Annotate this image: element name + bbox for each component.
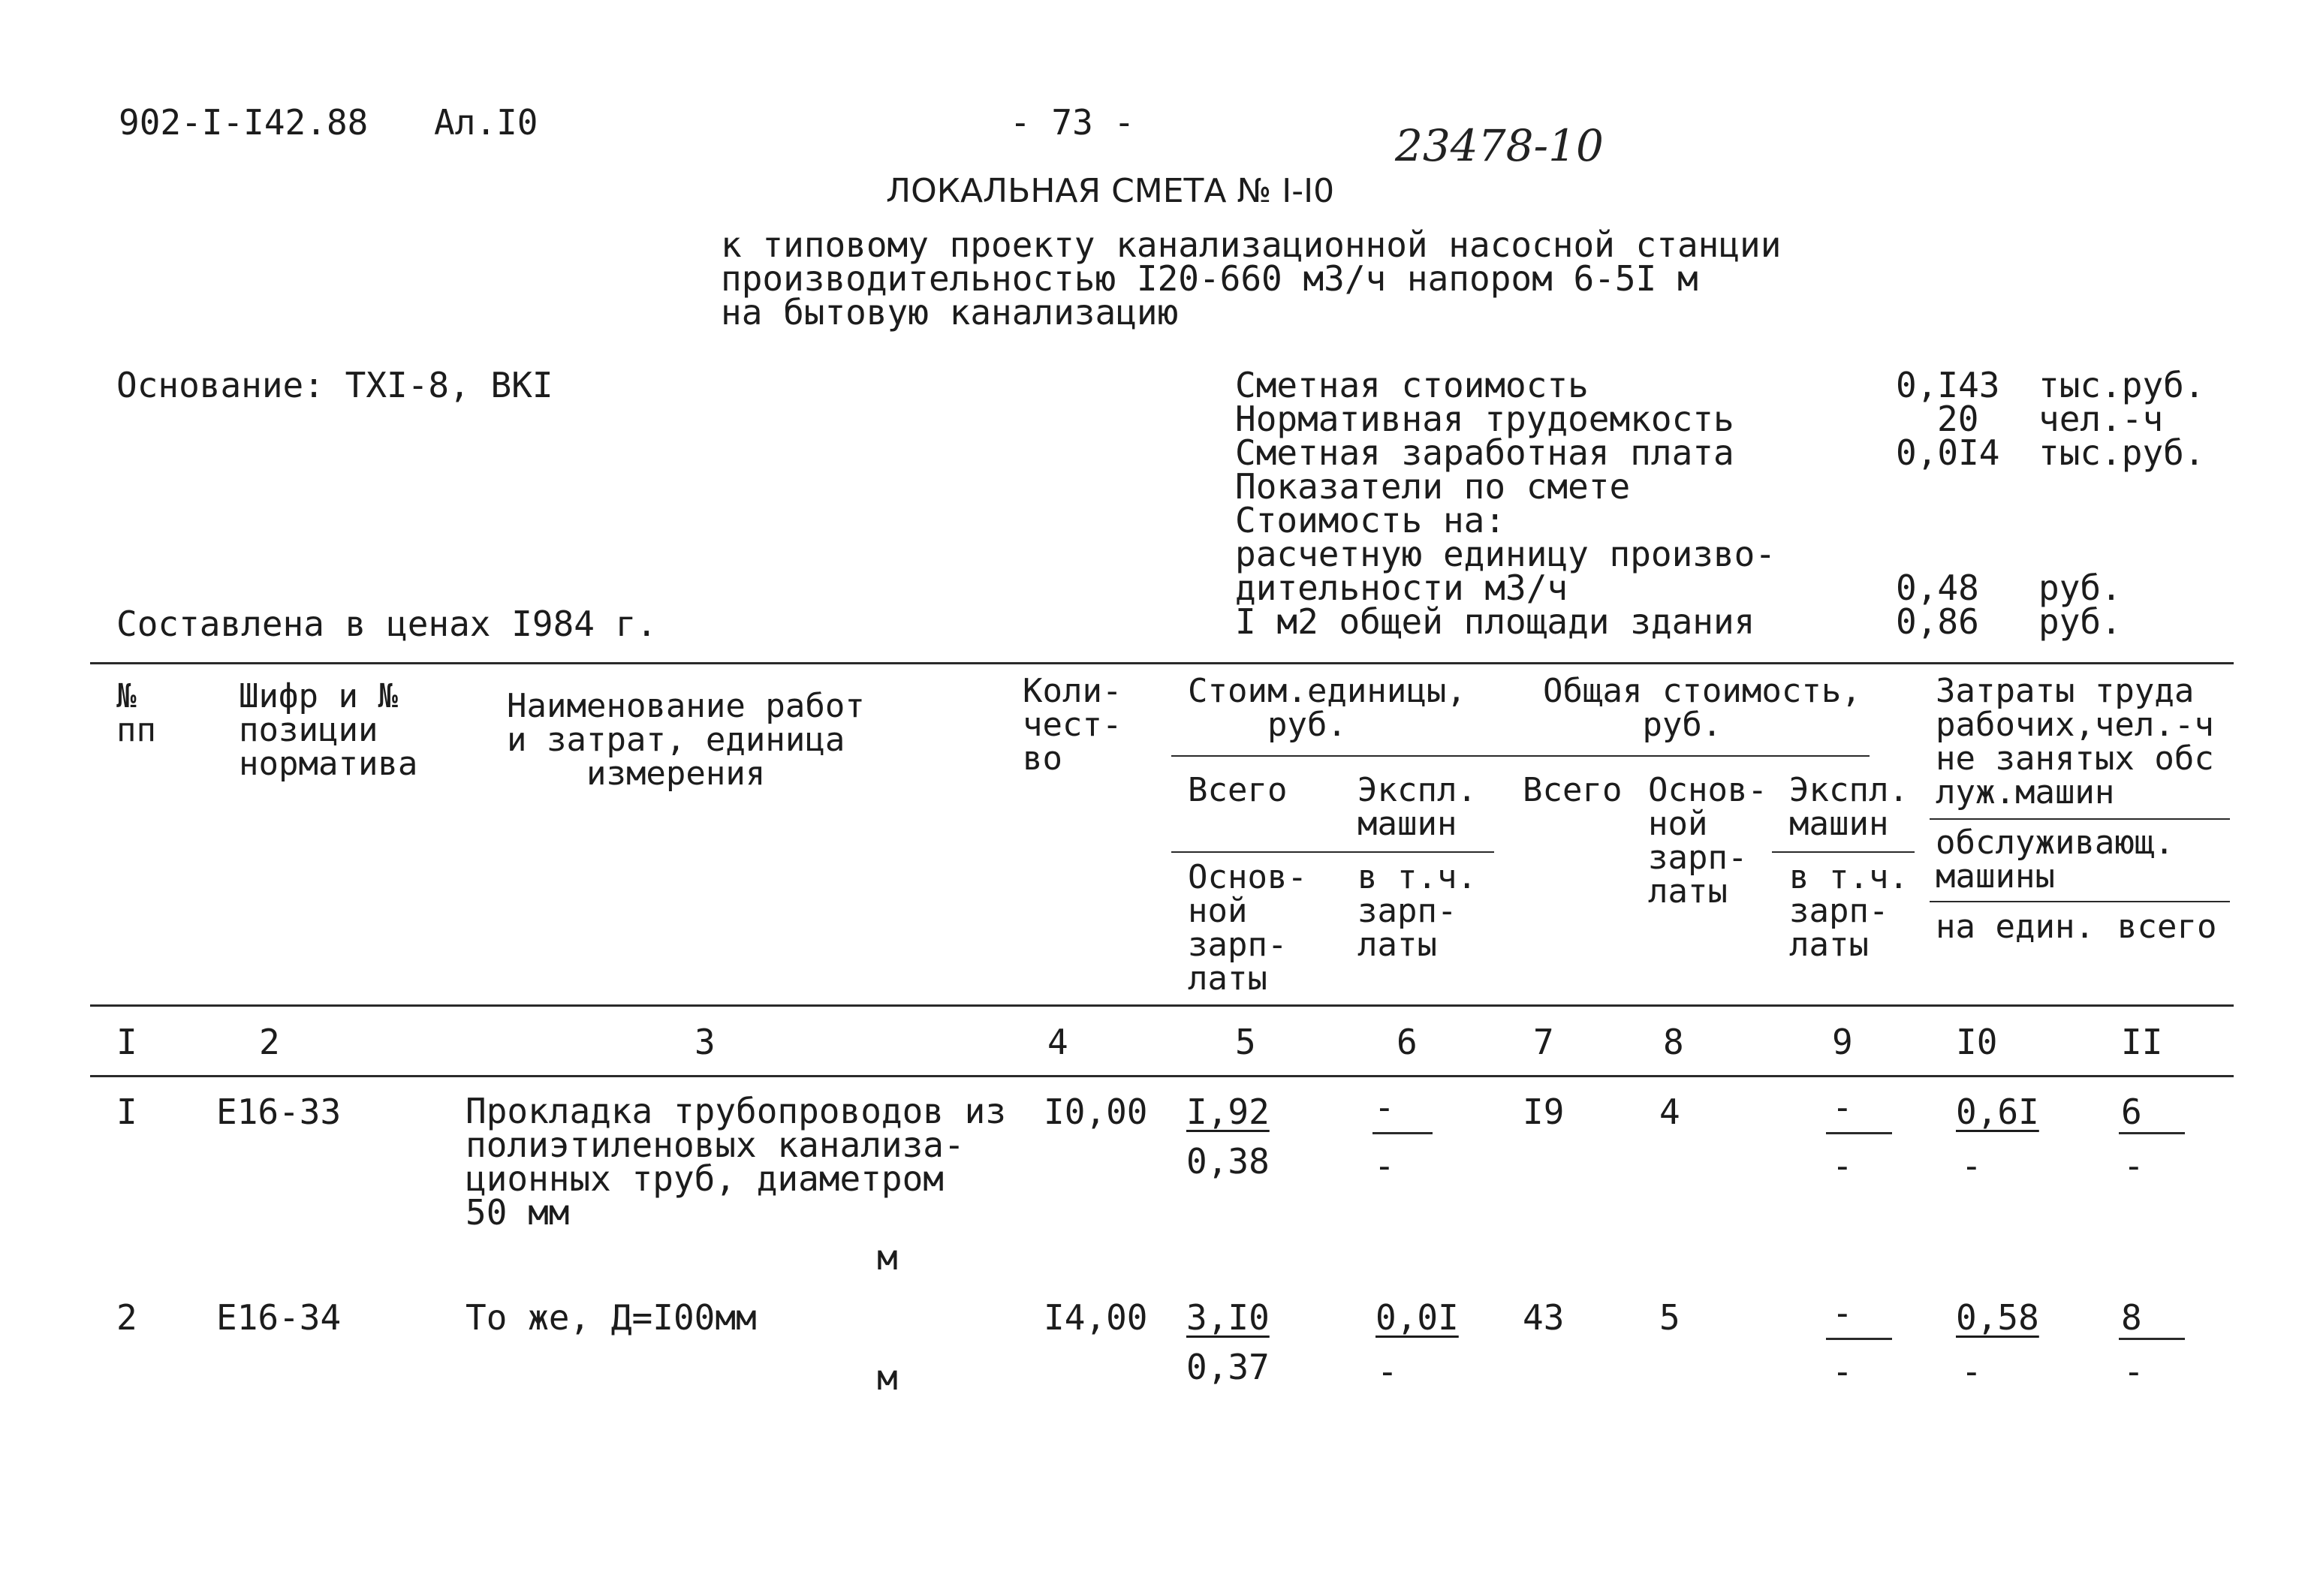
subtitle-line-2: производительностью I20-660 м3/ч напором 6-5I м — [721, 258, 1698, 299]
header-col-code: Шифр и № позиции норматива — [239, 677, 418, 783]
header-unit-incl-wage: в т.ч. зарп- латы — [1357, 858, 1477, 964]
header-unit-total: Всего — [1188, 771, 1288, 809]
table-top-rule — [90, 662, 2234, 664]
row1-labor-total-machine: - — [2123, 1146, 2144, 1186]
header-col-qty: Коли- чест- во — [1023, 672, 1122, 778]
row1-labor-total: 6 — [2121, 1092, 2142, 1132]
header-group-total-cost: Общая стоимость, руб. — [1543, 672, 1861, 744]
header-unit-machine: Экспл. машин — [1357, 771, 1477, 843]
page-number: - 73 - — [1010, 102, 1135, 143]
header-labor-per-unit: на един. — [1936, 908, 2095, 946]
row2-num: 2 — [116, 1297, 137, 1338]
row1-total-machine: - — [1832, 1087, 1853, 1128]
document-code: 902-I-I42.88 — [119, 102, 369, 143]
summary-value: 0,48 — [1896, 568, 1979, 608]
row1-unit-total: I,92 — [1186, 1092, 1270, 1132]
row1-total-machine-underline — [1826, 1132, 1892, 1134]
column-number: I — [116, 1022, 137, 1062]
row1-unit-machine: - — [1374, 1087, 1395, 1128]
header-group-rule — [1171, 755, 1870, 757]
row2-total-machine-underline — [1826, 1338, 1892, 1340]
row1-code: Е16-33 — [216, 1092, 342, 1132]
summary-label: Стоимость на: — [1235, 500, 1506, 541]
row2-unit-machine: 0,0I — [1375, 1297, 1459, 1338]
row2-total-machine: - — [1832, 1293, 1853, 1333]
row1-labor-per-unit-machine: - — [1961, 1146, 1982, 1186]
row2-total-base-wage: 5 — [1659, 1297, 1680, 1338]
document-title: ЛОКАЛЬНАЯ СМЕТА № I-I0 — [886, 172, 1335, 210]
header-group-labor: Затраты труда рабочих,чел.-ч не занятых обс луж.машин — [1936, 672, 2214, 812]
row2-name: То же, Д=I00мм — [466, 1297, 757, 1338]
header-bottom-rule — [90, 1004, 2234, 1007]
summary-value: 0,0I4 — [1896, 432, 2000, 473]
header-total-subrule — [1772, 851, 1915, 853]
row2-unit-base-wage: 0,37 — [1186, 1347, 1270, 1387]
subtitle-block — [721, 224, 1782, 333]
column-number: I0 — [1956, 1022, 1998, 1062]
header-col-name: Наименование работ и затрат, единица измерения — [507, 687, 865, 793]
summary-unit: руб. — [2038, 568, 2122, 608]
row2-total-machine-wage: - — [1832, 1351, 1853, 1392]
row1-total-base-wage: 4 — [1659, 1092, 1680, 1132]
row2-qty: I4,00 — [1044, 1297, 1148, 1338]
summary-unit: чел.-ч — [2038, 399, 2164, 439]
row1-qty: I0,00 — [1044, 1092, 1148, 1132]
prices-year-line: Составлена в ценах I984 г. — [116, 604, 658, 644]
row1-unit: м — [877, 1237, 898, 1278]
header-total-machine: Экспл. машин — [1789, 771, 1909, 843]
row1-labor-total-underline — [2119, 1132, 2185, 1134]
column-number: 4 — [1047, 1022, 1068, 1062]
row2-labor-total: 8 — [2121, 1297, 2142, 1338]
header-total-incl-wage: в т.ч. зарп- латы — [1789, 858, 1909, 964]
header-labor-total: всего — [2117, 908, 2217, 946]
header-unit-subrule — [1171, 851, 1494, 853]
summary-label: дительности м3/ч — [1235, 568, 1568, 608]
row2-total: 43 — [1523, 1297, 1565, 1338]
header-total-base-wage: Основ- ной зарп- латы — [1648, 771, 1767, 911]
row1-num: I — [116, 1092, 137, 1132]
header-col-num: № пп — [116, 677, 156, 749]
summary-unit: тыс.руб. — [2038, 365, 2205, 405]
summary-value: 0,86 — [1896, 601, 1979, 642]
row1-unit-machine-underline — [1372, 1132, 1433, 1134]
column-number: II — [2121, 1022, 2163, 1062]
row2-code: Е16-34 — [216, 1297, 342, 1338]
column-number: 6 — [1397, 1022, 1418, 1062]
header-labor-machine: обслуживающ. машины — [1936, 824, 2174, 896]
row2-unit: м — [877, 1357, 898, 1398]
column-number-rule — [90, 1075, 2234, 1077]
row2-labor-total-machine: - — [2123, 1351, 2144, 1392]
sheet-number: Ал.I0 — [434, 102, 538, 143]
row1-total-machine-wage: - — [1832, 1146, 1853, 1186]
summary-label: I м2 общей площади здания — [1235, 601, 1755, 642]
header-unit-base-wage: Основ- ной зарп- латы — [1188, 858, 1307, 998]
column-number: 8 — [1663, 1022, 1684, 1062]
row2-labor-per-unit-machine: - — [1961, 1351, 1982, 1392]
summary-label: Сметная заработная плата — [1235, 432, 1734, 473]
subtitle-line-1: к типовому проекту канализационной насосной станции — [721, 224, 1782, 265]
row1-labor-per-unit: 0,6I — [1956, 1092, 2039, 1132]
row1-total: I9 — [1523, 1092, 1565, 1132]
summary-value: 0,I43 — [1896, 365, 2000, 405]
summary-unit: руб. — [2038, 601, 2122, 642]
column-number: 5 — [1235, 1022, 1256, 1062]
summary-label: Нормативная трудоемкость — [1235, 399, 1734, 439]
summary-unit: тыс.руб. — [2038, 432, 2205, 473]
handwritten-inventory-number: 23478-10 — [1395, 120, 1604, 171]
row1-unit-base-wage: 0,38 — [1186, 1141, 1270, 1182]
row2-unit-machine-wage: - — [1377, 1351, 1398, 1392]
row1-name: Прокладка трубопроводов из полиэтиленовых канализа- ционных труб, диаметром 50 мм — [466, 1091, 1007, 1233]
column-number: 3 — [695, 1022, 716, 1062]
row2-unit-total: 3,I0 — [1186, 1297, 1270, 1338]
column-number: 7 — [1533, 1022, 1554, 1062]
basis-line: Основание: ТХI-8, ВКI — [116, 365, 553, 405]
column-number: 9 — [1832, 1022, 1853, 1062]
row1-unit-machine-wage: - — [1374, 1146, 1395, 1186]
summary-label: Показатели по смете — [1235, 466, 1631, 507]
column-number: 2 — [259, 1022, 280, 1062]
summary-label: расчетную единицу произво- — [1235, 534, 1776, 574]
row2-labor-per-unit: 0,58 — [1956, 1297, 2039, 1338]
header-labor-subrule-2 — [1930, 901, 2230, 902]
header-labor-subrule-1 — [1930, 818, 2230, 820]
header-total-all: Всего — [1523, 771, 1623, 809]
subtitle-line-3: на бытовую канализацию — [721, 292, 1179, 333]
summary-label: Сметная стоимость — [1235, 365, 1589, 405]
summary-value: 20 — [1937, 399, 1979, 439]
header-group-unit-cost: Стоим.единицы, руб. — [1188, 672, 1466, 744]
row2-labor-total-underline — [2119, 1338, 2185, 1340]
